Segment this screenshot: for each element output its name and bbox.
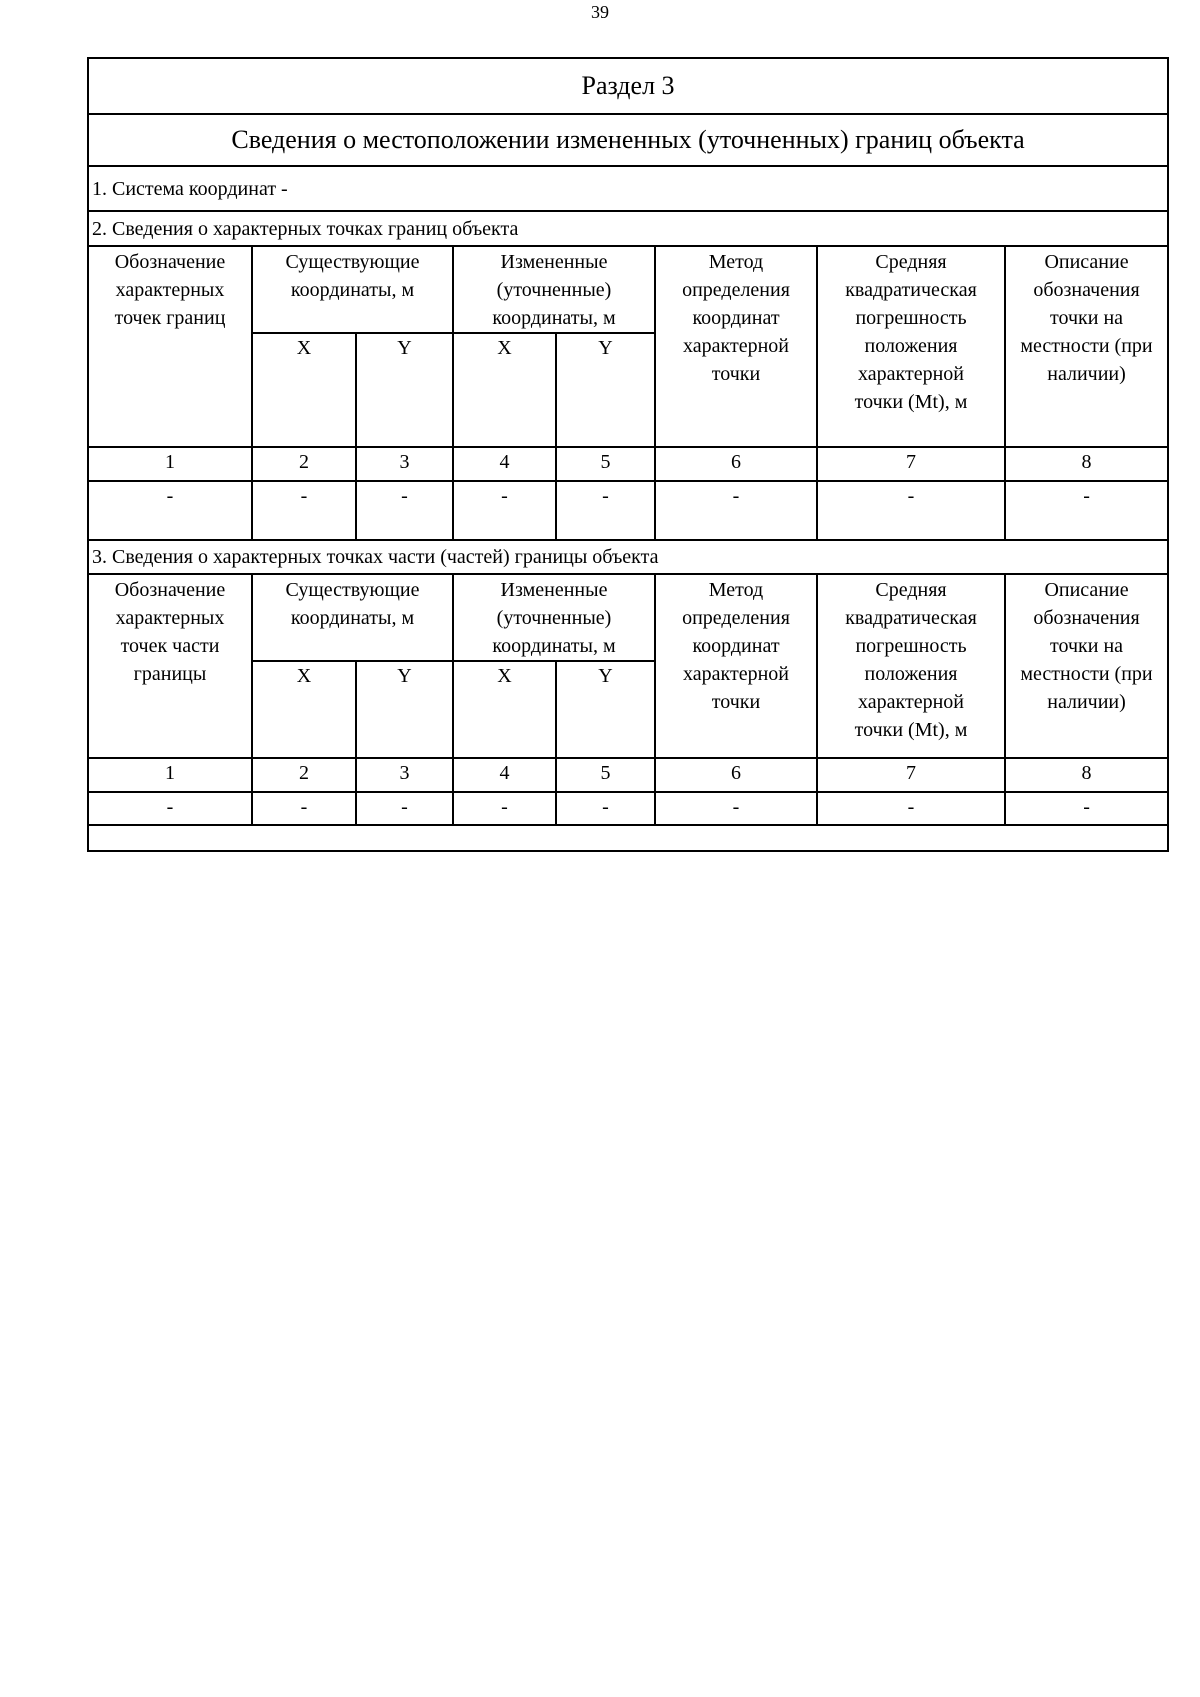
part2-value-cell: - xyxy=(88,481,252,540)
part3-changed-x: X xyxy=(453,661,556,758)
part2-col-changed: Измененные (уточненные) координаты, м xyxy=(453,246,655,333)
part2-number-cell: 4 xyxy=(453,447,556,481)
part3-value-cell: - xyxy=(1005,792,1168,825)
part2-col-existing: Существующие координаты, м xyxy=(252,246,453,333)
part3-existing-x: X xyxy=(252,661,356,758)
part2-existing-y: Y xyxy=(356,333,453,447)
part3-number-cell: 2 xyxy=(252,758,356,792)
part3-number-cell: 8 xyxy=(1005,758,1168,792)
table-footer-row xyxy=(88,825,1168,851)
part3-number-cell: 4 xyxy=(453,758,556,792)
part3-col-method: Метод определения координат характерной точки xyxy=(655,574,817,758)
part3-value-cell: - xyxy=(817,792,1005,825)
page-number: 39 xyxy=(591,2,609,22)
part2-number-cell: 1 xyxy=(88,447,252,481)
coordinate-system: 1. Система координат - xyxy=(88,166,1168,211)
section-3-table xyxy=(87,57,1169,852)
part2-value-cell: - xyxy=(1005,481,1168,540)
part2-changed-y: Y xyxy=(556,333,655,447)
part3-value-cell: - xyxy=(252,792,356,825)
part2-col-error: Средняя квадратическая погрешность положения характерной точки (Mt), м xyxy=(817,246,1005,447)
part2-value-cell: - xyxy=(817,481,1005,540)
part3-heading: 3. Сведения о характерных точках части (частей) границы объекта xyxy=(88,540,1168,574)
part3-number-cell: 1 xyxy=(88,758,252,792)
part3-col-error: Средняя квадратическая погрешность положения характерной точки (Mt), м xyxy=(817,574,1005,758)
part2-changed-x: X xyxy=(453,333,556,447)
part2-number-cell: 2 xyxy=(252,447,356,481)
part3-value-cell: - xyxy=(655,792,817,825)
part2-value-cell: - xyxy=(556,481,655,540)
part2-heading: 2. Сведения о характерных точках границ объекта xyxy=(88,211,1168,246)
part3-number-cell: 3 xyxy=(356,758,453,792)
part3-number-cell: 6 xyxy=(655,758,817,792)
section-title: Раздел 3 xyxy=(88,58,1168,114)
part2-number-cell: 7 xyxy=(817,447,1005,481)
part3-changed-y: Y xyxy=(556,661,655,758)
part2-number-cell: 8 xyxy=(1005,447,1168,481)
part2-col-description: Описание обозначения точки на местности (при наличии) xyxy=(1005,246,1168,447)
part3-existing-y: Y xyxy=(356,661,453,758)
part3-value-cell: - xyxy=(88,792,252,825)
part2-col-method: Метод определения координат характерной точки xyxy=(655,246,817,447)
part3-value-cell: - xyxy=(556,792,655,825)
part2-value-cell: - xyxy=(356,481,453,540)
part3-number-cell: 5 xyxy=(556,758,655,792)
part2-value-cell: - xyxy=(655,481,817,540)
part3-col-changed: Измененные (уточненные) координаты, м xyxy=(453,574,655,661)
part3-col-existing: Существующие координаты, м xyxy=(252,574,453,661)
part2-number-cell: 5 xyxy=(556,447,655,481)
part2-value-cell: - xyxy=(252,481,356,540)
part2-col-point-label: Обозначение характерных точек границ xyxy=(88,246,252,447)
section-subtitle: Сведения о местоположении измененных (уточненных) границ объекта xyxy=(88,114,1168,166)
part3-number-cell: 7 xyxy=(817,758,1005,792)
part3-value-cell: - xyxy=(453,792,556,825)
part2-value-cell: - xyxy=(453,481,556,540)
part3-col-point-label: Обозначение характерных точек части границы xyxy=(88,574,252,758)
part2-existing-x: X xyxy=(252,333,356,447)
part3-col-description: Описание обозначения точки на местности (при наличии) xyxy=(1005,574,1168,758)
part2-number-cell: 6 xyxy=(655,447,817,481)
part3-value-cell: - xyxy=(356,792,453,825)
part2-number-cell: 3 xyxy=(356,447,453,481)
